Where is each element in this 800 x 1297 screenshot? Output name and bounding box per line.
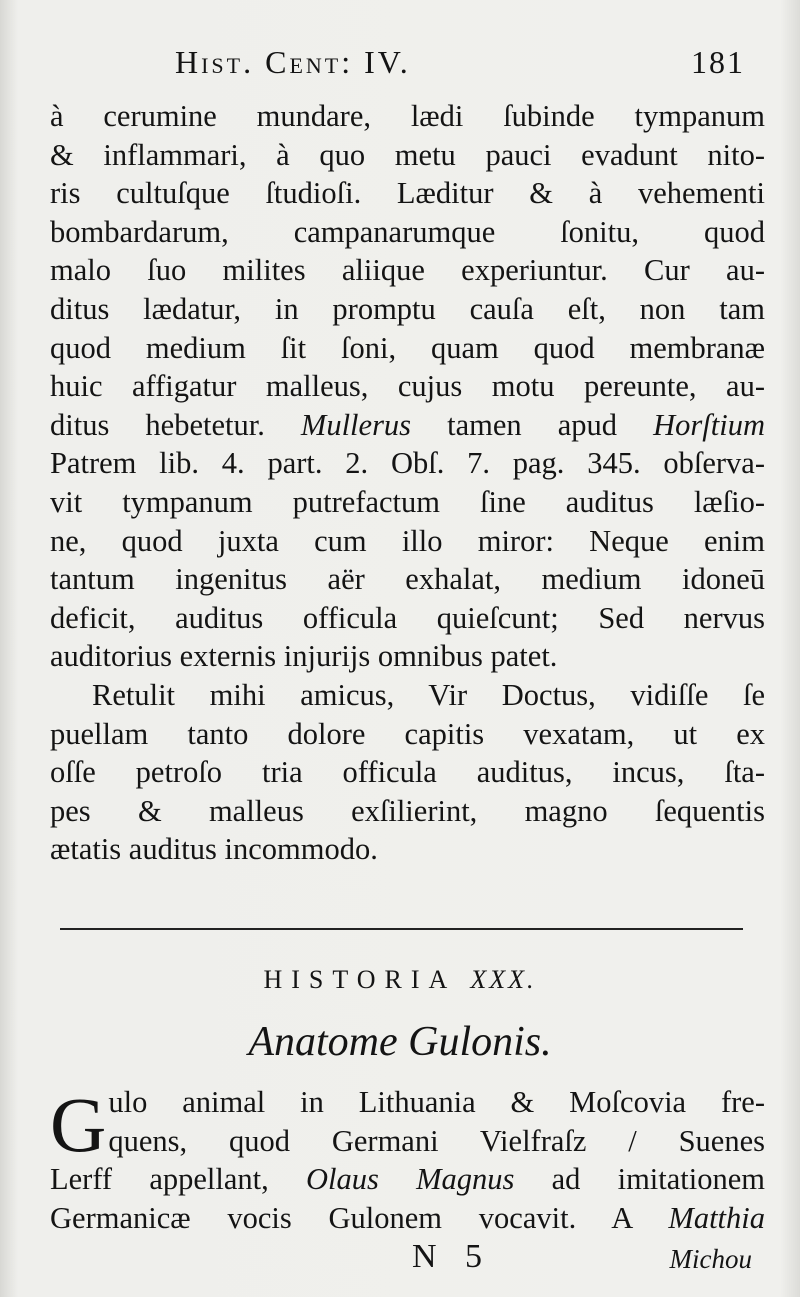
drop-cap: G [50, 1081, 107, 1168]
text-line: quens, quod Germani Vielfraſz / Suenes [108, 1123, 765, 1158]
page-header [175, 44, 745, 94]
text-line: auditorius externis injurijs omnibus patet. [50, 639, 558, 674]
text-run: Germanicæ vocis Gulonem vocavit. A [50, 1200, 669, 1235]
catchword: Michou [669, 1244, 752, 1274]
text-run: ad imitationem [514, 1162, 766, 1197]
running-head: Hist. Cent: IV. [175, 44, 411, 80]
author-name: Olaus Magnus [305, 1162, 515, 1197]
text-line: bombardarum, campanarumque ſonitu, quod [50, 214, 765, 249]
text-run: tamen apud [411, 407, 654, 442]
author-name: Matthia [668, 1200, 765, 1235]
section-heading [0, 965, 800, 995]
text-line: ulo animal in Lithuania & Moſcovia fre- [108, 1085, 765, 1119]
section-title: Anatome Gulonis. [248, 1019, 552, 1065]
text-line: ne, quod juxta cum illo miror: Neque enim [50, 523, 765, 558]
text-line: vit tympanum putrefactum ſine auditus læſio- [50, 484, 765, 519]
text-line: à cerumine mundare, lædi ſubinde tympanum [50, 99, 765, 133]
signature-mark: N 5 [412, 1238, 493, 1275]
text-line: deficit, auditus officula quieſcunt; Sed nervus [50, 600, 765, 635]
text-run: Lerff appellant, [50, 1162, 306, 1197]
page-number: 181 [691, 44, 745, 80]
section-number: XXX. [470, 965, 537, 994]
text-line: ætatis auditus incommodo. [50, 832, 378, 867]
section-paragraph [50, 1083, 765, 1237]
author-name: Mullerus [300, 407, 412, 442]
text-run: ditus hebetetur. [50, 407, 301, 442]
text-line: & inflammari, à quo metu pauci evadunt nito- [50, 137, 765, 172]
text-line: ditus lædatur, in promptu cauſa eſt, non tam [50, 291, 765, 326]
text-line: Retulit mihi amicus, Vir Doctus, vidiſſe ſe [92, 677, 765, 712]
text-line: quod medium ſit ſoni, quam quod membranæ [50, 330, 765, 365]
section-heading-label: HISTORIA [263, 965, 455, 994]
text-line: huic affigatur malleus, cujus motu pereunte, au- [50, 369, 765, 404]
section-divider [60, 928, 743, 930]
text-line: Patrem lib. 4. part. 2. Obſ. 7. pag. 345. obſerva- [50, 446, 765, 481]
text-line [50, 1160, 765, 1199]
text-line: pes & malleus exſilierint, magno ſequentis [50, 793, 765, 828]
author-name: Horſtium [653, 407, 765, 442]
paragraph-continuation [50, 97, 765, 869]
text-line: tantum ingenitus aër exhalat, medium idoneū [50, 562, 765, 597]
text-line [50, 406, 765, 445]
text-line [50, 1199, 765, 1238]
text-line: puellam tanto dolore capitis vexatam, ut ex [50, 716, 765, 751]
text-line: malo ſuo milites aliique experiuntur. Cur au- [50, 253, 765, 288]
page-footer [0, 1238, 800, 1283]
text-line: ris cultuſque ſtudioſi. Læditur & à vehementi [50, 176, 765, 211]
text-line: oſſe petroſo tria officula auditus, incus, ſta- [50, 755, 765, 790]
